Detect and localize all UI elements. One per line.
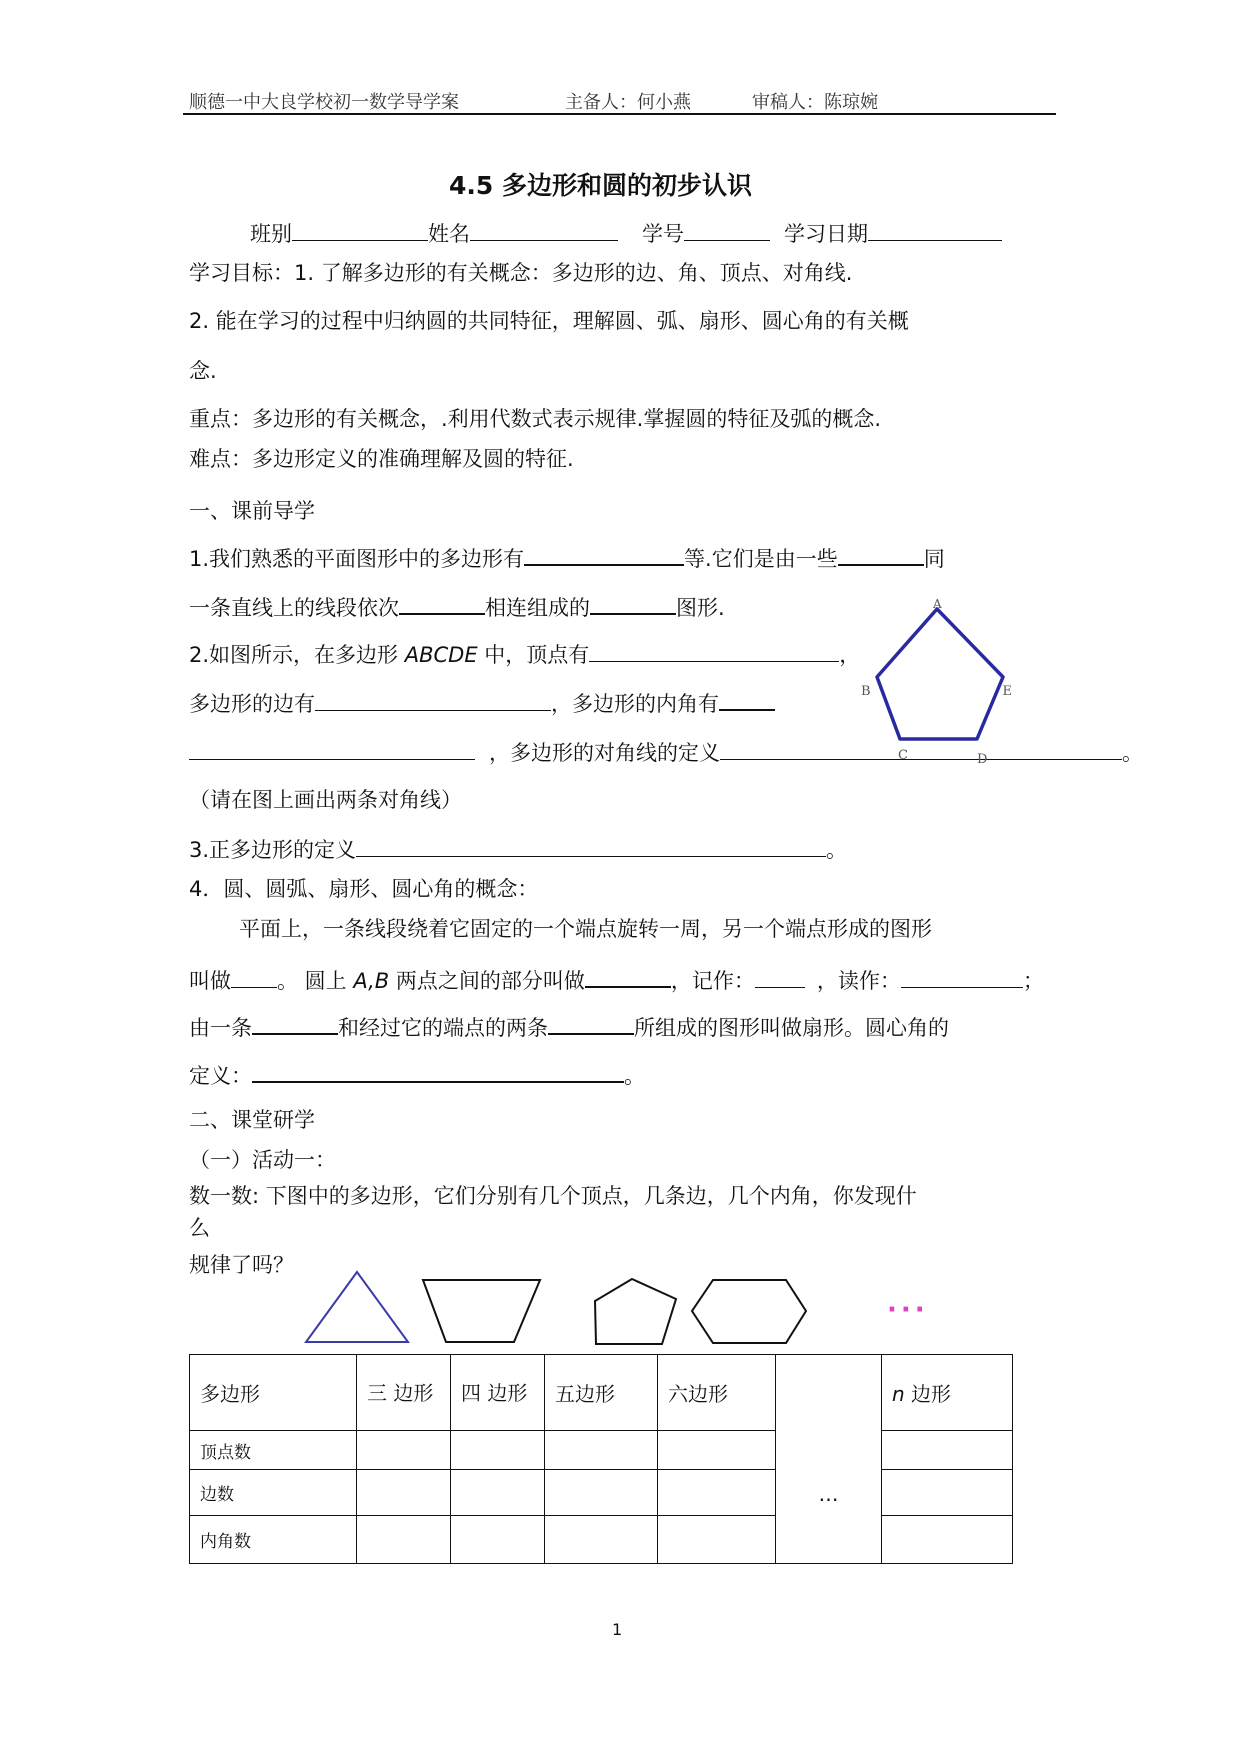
row-angles-label: 内角数 — [190, 1516, 357, 1564]
q4-text-j: 所组成的图形叫做扇形。圆心角的 — [634, 1016, 949, 1040]
q1-line2 — [189, 591, 725, 622]
page-title: 4.5 多边形和圆的初步认识 — [449, 171, 752, 200]
triangle-icon — [306, 1272, 408, 1342]
n-variable: n — [892, 1382, 905, 1406]
q2-polygon-name: ABCDE — [404, 643, 478, 667]
q2-text-b: 中，顶点有 — [477, 643, 590, 667]
q1-text-f: 图形. — [676, 596, 725, 620]
q2-text-g: 。 — [1122, 741, 1143, 765]
goal-2b: 念. — [189, 359, 217, 383]
q2-angles-blank-1[interactable] — [719, 687, 775, 711]
q4-circle-blank[interactable] — [231, 965, 277, 988]
q4-central-angle-blank[interactable] — [252, 1059, 624, 1083]
q3-line — [189, 834, 847, 864]
section2-heading: 二、课堂研学 — [189, 1108, 315, 1132]
q4-line1: 平面上，一条线段绕着它固定的一个端点旋转一周，另一个端点形成的图形 — [239, 917, 932, 941]
q4-radius-blank-2[interactable] — [548, 1011, 634, 1035]
count-line3: 规律了吗？ — [189, 1253, 294, 1277]
q2-line1 — [189, 639, 860, 669]
header-polygon: 多边形 — [190, 1355, 357, 1431]
header-preparer: 主备人：何小燕 — [565, 92, 691, 113]
table-cell[interactable] — [545, 1470, 658, 1516]
n-gon-suffix: 边形 — [904, 1382, 952, 1406]
q1-blank-3[interactable] — [399, 591, 485, 615]
q2-sides-blank[interactable] — [315, 688, 551, 711]
q1-blank-2[interactable] — [838, 542, 924, 566]
q2-line2 — [189, 687, 775, 718]
header-reviewer: 审稿人：陈琼婉 — [752, 92, 878, 113]
q4-heading: 4．圆、圆弧、扇形、圆心角的概念： — [189, 877, 539, 901]
number-label: 学号 — [642, 222, 684, 246]
q4-text-h: 由一条 — [189, 1016, 252, 1040]
table-cell[interactable] — [882, 1470, 1013, 1516]
ellipsis-cell: … — [776, 1355, 882, 1564]
q4-points: A,B — [353, 969, 390, 993]
table-cell[interactable] — [658, 1470, 776, 1516]
q4-radius-blank-1[interactable] — [252, 1011, 338, 1035]
table-cell[interactable] — [357, 1470, 451, 1516]
q1-blank-4[interactable] — [590, 591, 676, 615]
q4-text-c: 。 圆上 — [277, 969, 354, 993]
row-vertices-label: 顶点数 — [190, 1431, 357, 1470]
goal-2a: 2. 能在学习的过程中归纳圆的共同特征，理解圆、弧、扇形、圆心角的有关概 — [189, 309, 909, 333]
name-blank[interactable] — [470, 218, 618, 241]
hexagon-icon — [692, 1280, 806, 1343]
vertex-label-b: B — [861, 684, 871, 699]
q3-text-a: 3.正多边形的定义 — [189, 838, 357, 862]
date-label: 学习日期 — [784, 222, 868, 246]
table-cell[interactable] — [357, 1431, 451, 1470]
section1-heading: 一、课前导学 — [189, 499, 315, 523]
table-row — [190, 1431, 1013, 1470]
table-row — [190, 1470, 1013, 1516]
pentagon-icon — [595, 1279, 676, 1344]
class-blank[interactable] — [292, 218, 428, 241]
table-cell[interactable] — [882, 1431, 1013, 1470]
polygon-count-table — [189, 1354, 1013, 1564]
table-header-row — [190, 1355, 1013, 1431]
table-cell[interactable] — [451, 1431, 545, 1470]
table-cell[interactable] — [451, 1516, 545, 1564]
q4-text-l: 。 — [624, 1064, 645, 1088]
q4-reading-blank[interactable] — [901, 965, 1023, 988]
table-cell[interactable] — [545, 1431, 658, 1470]
table-cell[interactable] — [882, 1516, 1013, 1564]
q3-blank[interactable] — [356, 834, 826, 857]
header-rule — [183, 113, 1056, 115]
trapezoid-icon — [423, 1280, 540, 1342]
table-cell[interactable] — [357, 1516, 451, 1564]
q4-text-k: 定义： — [189, 1064, 252, 1088]
q4-text-d: 两点之间的部分叫做 — [389, 969, 585, 993]
goal-1: 学习目标：1. 了解多边形的有关概念：多边形的边、角、顶点、对角线. — [189, 261, 853, 285]
q3-text-b: 。 — [826, 838, 848, 862]
pentagon-abcde-figure — [855, 597, 1015, 772]
q1-line1 — [189, 542, 945, 573]
header-triangle: 三 边形 — [357, 1355, 451, 1431]
q2-hint: （请在图上画出两条对角线） — [189, 788, 462, 812]
difficult-point: 难点：多边形定义的准确理解及圆的特征. — [189, 447, 574, 471]
vertex-label-c: C — [898, 748, 908, 763]
q4-line4 — [189, 1059, 645, 1090]
table-cell[interactable] — [658, 1431, 776, 1470]
row-sides-label: 边数 — [190, 1470, 357, 1516]
activity-heading: （一）活动一： — [189, 1148, 336, 1172]
q2-angles-blank-2[interactable] — [189, 737, 475, 760]
table-cell[interactable] — [545, 1516, 658, 1564]
count-line1: 数一数: 下图中的多边形，它们分别有几个顶点，几条边，几个内角，你发现什 — [189, 1184, 917, 1208]
q1-text-a: 1.我们熟悉的平面图形中的多边形有 — [189, 547, 525, 571]
vertex-label-a: A — [933, 597, 942, 611]
continuation-dots: ··· — [887, 1295, 929, 1325]
vertex-label-d: D — [977, 752, 988, 767]
q2-vertices-blank[interactable] — [589, 639, 839, 662]
q1-text-c: 同 — [923, 547, 945, 571]
info-line — [250, 218, 1002, 248]
vertex-label-e: E — [1002, 684, 1012, 699]
class-label: 班别 — [250, 222, 292, 246]
header-quadrilateral: 四 边形 — [451, 1355, 545, 1431]
page-number: 1 — [612, 1620, 623, 1639]
q4-text-e: ，记作： — [670, 969, 755, 993]
header-hexagon: 六边形 — [658, 1355, 776, 1431]
q4-notation-blank[interactable] — [755, 965, 805, 988]
key-point: 重点：多边形的有关概念，.利用代数式表示规律.掌握圆的特征及弧的概念. — [189, 407, 882, 431]
q1-text-e: 相连组成的 — [485, 596, 590, 620]
header-school: 顺德一中大良学校初一数学导学案 — [189, 92, 459, 113]
q2-text-d: 多边形的边有 — [189, 692, 315, 716]
pentagon-shape — [877, 609, 1003, 739]
q4-text-i: 和经过它的端点的两条 — [338, 1016, 548, 1040]
q4-text-b: 叫做 — [189, 969, 231, 993]
q2-text-f: ，多边形的对角线的定义 — [489, 741, 720, 765]
date-blank[interactable] — [868, 218, 1002, 241]
table-row — [190, 1516, 1013, 1564]
header-pentagon: 五边形 — [545, 1355, 658, 1431]
count-line2: 么 — [189, 1216, 210, 1240]
name-label: 姓名 — [428, 222, 470, 246]
q1-blank-1[interactable] — [524, 542, 684, 566]
q2-text-c: ， — [839, 643, 861, 667]
table-cell[interactable] — [451, 1470, 545, 1516]
q4-text-f: ，读作： — [816, 969, 901, 993]
header-n-gon — [882, 1355, 1013, 1431]
table-cell[interactable] — [658, 1516, 776, 1564]
q4-arc-blank[interactable] — [585, 964, 671, 988]
q4-text-g: ； — [1022, 969, 1044, 993]
q1-text-d: 一条直线上的线段依次 — [189, 596, 399, 620]
q4-line2 — [189, 964, 1044, 995]
number-blank[interactable] — [684, 218, 770, 241]
q2-text-e: ，多边形的内角有 — [551, 692, 719, 716]
polygon-shapes-row — [300, 1268, 840, 1350]
q1-text-b: 等.它们是由一些 — [684, 547, 838, 571]
q2-text-a: 2.如图所示，在多边形 — [189, 643, 405, 667]
q4-line3 — [189, 1011, 949, 1042]
